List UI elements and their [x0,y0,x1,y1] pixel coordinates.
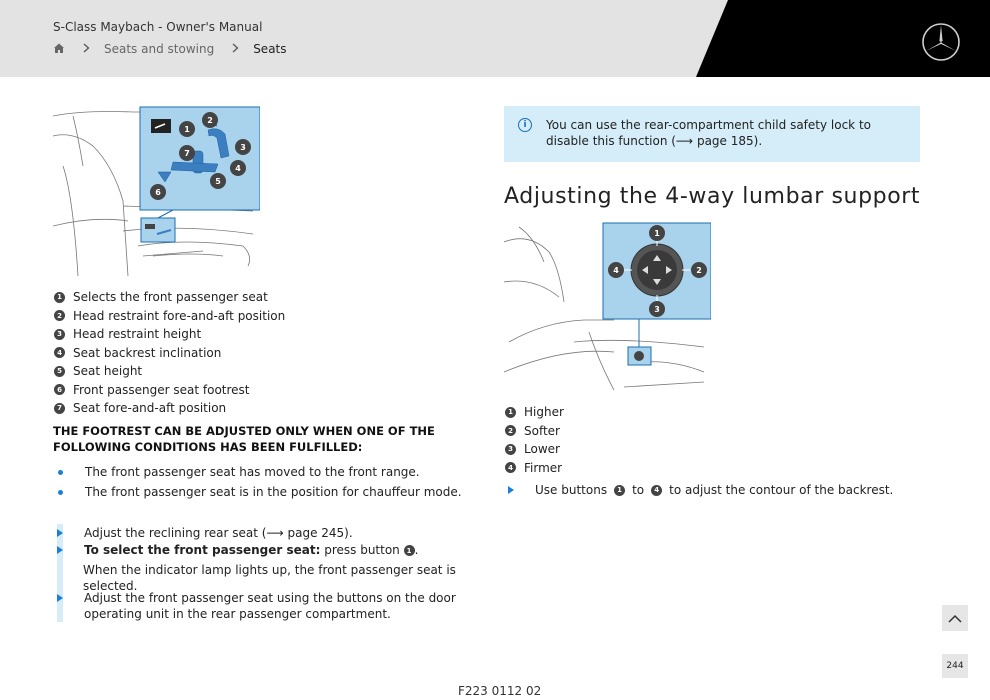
mercedes-star-logo [921,22,961,62]
svg-text:4: 4 [613,266,619,275]
list-item [505,440,564,459]
step-select-passenger-seat [56,542,474,558]
legend-label: Lower [524,442,560,457]
svg-text:7: 7 [184,149,190,158]
list-item [54,362,285,381]
bullet-text: The front passenger seat has moved to the front range. [85,465,420,479]
list-item [54,344,285,363]
step-bold-label: To select the front passenger seat: [84,543,321,557]
svg-text:3: 3 [654,305,660,314]
lumbar-control-illustration [504,222,711,392]
breadcrumb [53,42,287,56]
footrest-warning-heading: THE FOOTREST CAN BE ADJUSTED ONLY WHEN ONE OF THE FOLLOWING CONDITIONS HAS BEEN FULFILLED: [53,424,435,454]
chevron-right-icon [83,42,90,56]
svg-text:4: 4 [235,164,241,173]
chevron-right-icon [232,42,239,56]
conditions-list [56,465,462,504]
legend-label: Seat fore-and-aft position [73,401,227,416]
list-item [56,485,462,505]
legend-label: Head restraint height [73,327,202,342]
svg-text:3: 3 [240,143,246,152]
svg-text:6: 6 [155,188,161,197]
list-item [54,288,285,307]
step-inline-text: press button [320,543,404,557]
number-badge: 2 [505,425,516,436]
home-icon[interactable] [53,42,65,56]
info-text[interactable]: You can use the rear-compartment child safety lock to disable this function (⟶ page 185). [546,118,871,148]
chevron-up-icon [948,614,962,623]
bullet-text: The front passenger seat is in the position for chauffeur mode. [85,484,462,499]
seat-controls-legend [54,288,285,418]
list-item [505,422,564,441]
step-text-pre: Use buttons [535,483,608,497]
figure-code: F223 0112 02 [458,684,542,698]
legend-label: Seat backrest inclination [73,345,222,360]
legend-label: Head restraint fore-and-aft position [73,308,286,323]
svg-text:1: 1 [184,125,190,134]
number-badge: 1 [614,485,625,496]
number-badge: 4 [505,462,516,473]
list-item [56,465,462,485]
svg-text:2: 2 [696,266,702,275]
legend-label: Firmer [524,460,563,475]
legend-label: Higher [524,405,564,420]
list-item [505,459,564,478]
number-badge: 1 [54,292,65,303]
info-note [504,106,920,162]
step-text: Adjust the front passenger seat using the buttons on the door operating unit in the rear passenger compartment. [84,591,456,621]
step-text-mid: to [632,483,645,497]
step-use-lumbar-buttons [508,483,893,497]
legend-label: Seat height [73,364,143,379]
lumbar-legend [505,403,564,477]
number-badge: 6 [54,384,65,395]
number-badge: 1 [404,545,415,556]
legend-label: Selects the front passenger seat [73,290,268,305]
info-icon: i [518,118,532,132]
document-title: S-Class Maybach - Owner's Manual [53,20,263,34]
number-badge: 5 [54,366,65,377]
step-arrow-icon [57,529,63,537]
number-badge: 7 [54,403,65,414]
breadcrumb-seats-and-stowing[interactable]: Seats and stowing [104,42,215,56]
list-item [54,399,285,418]
list-item [54,325,285,344]
number-badge: 4 [651,485,662,496]
step-arrow-icon [508,486,514,494]
number-badge: 2 [54,310,65,321]
step-adjust-front-seat [56,590,474,622]
list-item [54,381,285,400]
number-badge: 3 [505,444,516,455]
step-arrow-icon [57,546,63,554]
number-badge: 3 [54,329,65,340]
step-arrow-icon [57,594,63,602]
step-inline-end: . [414,543,419,557]
svg-text:5: 5 [215,177,221,186]
scroll-to-top-button[interactable] [942,605,968,631]
legend-label: Softer [524,423,560,438]
list-item [54,307,285,326]
breadcrumb-seats: Seats [253,42,287,56]
step-text [84,542,474,558]
door-seat-controls-illustration [53,106,260,276]
step-text-post: to adjust the contour of the backrest. [669,483,894,497]
bullet-dot-icon [58,470,63,475]
number-badge: 1 [505,407,516,418]
brand-band [0,0,990,77]
step-adjust-rear-seat [56,525,474,541]
svg-text:2: 2 [207,116,213,125]
bullet-dot-icon [58,490,63,495]
step-text[interactable]: Adjust the reclining rear seat (⟶ page 245). [84,526,353,540]
step-result-text: When the indicator lamp lights up, the front passenger seat is selected. [83,563,456,593]
list-item [505,403,564,422]
section-heading: Adjusting the 4-way lumbar support [504,184,921,209]
svg-text:1: 1 [654,229,660,238]
legend-label: Front passenger seat footrest [73,382,250,397]
page-number: 244 [942,654,968,678]
number-badge: 4 [54,347,65,358]
